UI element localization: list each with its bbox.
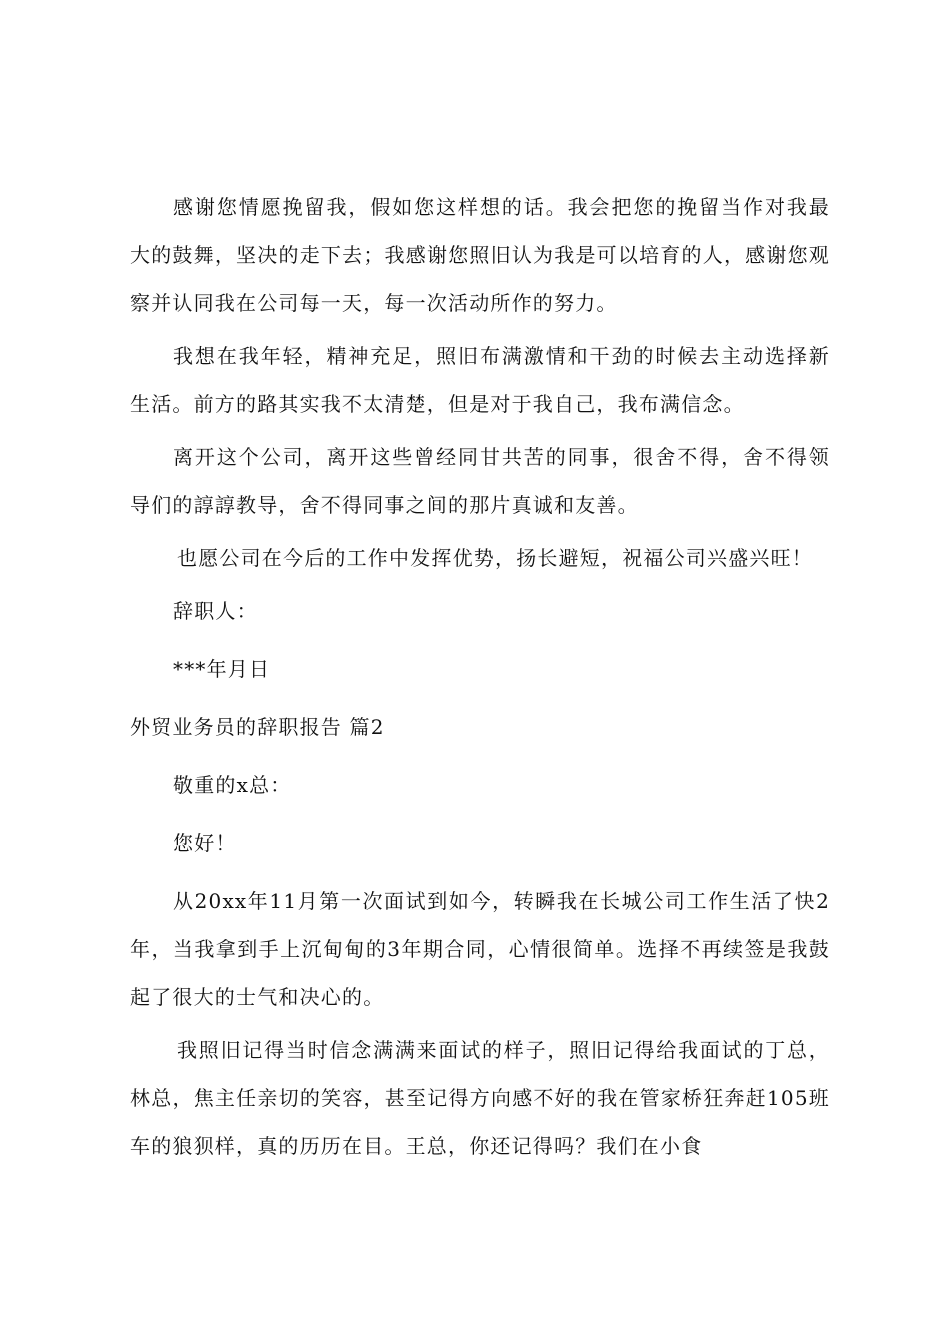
greeting: 您好！ — [173, 831, 237, 855]
signature-date: ***年月日 — [173, 657, 271, 681]
paragraph-contract: 从20xx年11月第一次面试到如今，转瞬我在长城公司工作生活了快2年，当我拿到手上沉甸甸的3年期合同，心情很简单。选择不再续签是我鼓起了很大的士气和决心的。 — [130, 889, 830, 1009]
paragraph-new-life: 我想在我年轻，精神充足，照旧布满激情和干劲的时候去主动选择新生活。前方的路其实我不太清楚，但是对于我自己，我布满信念。 — [130, 344, 830, 416]
signature-label: 辞职人： — [173, 599, 258, 623]
paragraph-memories: 我照旧记得当时信念满满来面试的样子，照旧记得给我面试的丁总，林总，焦主任亲切的笑容，甚至记得方向感不好的我在管家桥狂奔赶105班车的狼狈样，真的历历在目。王总，你还记得吗？我们在小食 — [130, 1038, 830, 1158]
salutation: 敬重的x总： — [173, 773, 292, 797]
paragraph-blessing: 也愿公司在今后的工作中发挥优势，扬长避短，祝福公司兴盛兴旺！ — [177, 546, 813, 570]
paragraph-thanks: 感谢您情愿挽留我，假如您这样想的话。我会把您的挽留当作对我最大的鼓舞，坚决的走下去；我感谢您照旧认为我是可以培育的人，感谢您观察并认同我在公司每一天，每一次活动所作的努力。 — [130, 195, 830, 315]
document-body — [130, 183, 830, 1172]
paragraph-farewell: 离开这个公司，离开这些曾经同甘共苦的同事，很舍不得，舍不得领导们的諄諄教导，舍不得同事之间的那片真诚和友善。 — [130, 445, 830, 517]
section-title: 外贸业务员的辞职报告 篇2 — [130, 715, 385, 739]
